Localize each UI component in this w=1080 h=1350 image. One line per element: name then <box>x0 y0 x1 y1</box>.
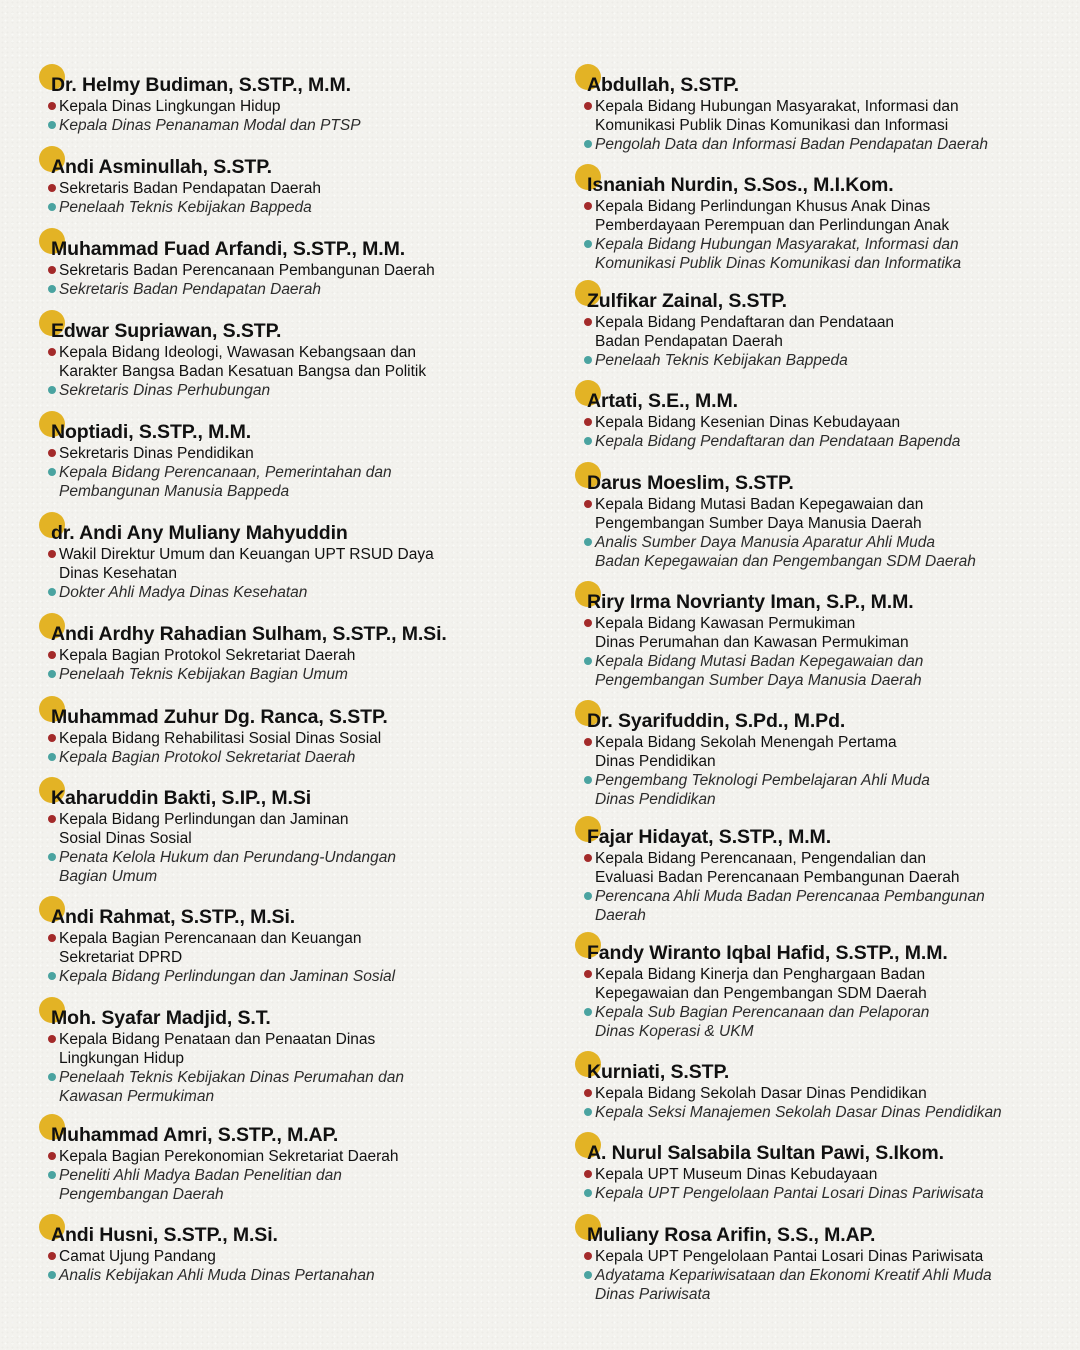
official-entry <box>51 73 361 135</box>
official-name: Moh. Syafar Madjid, S.T. <box>51 1007 271 1029</box>
current-position <box>51 1147 399 1166</box>
current-position <box>587 97 988 135</box>
current-position-line: Kepala Bidang Perlindungan dan Jaminan <box>59 811 349 828</box>
current-position <box>587 413 960 432</box>
previous-bullet-icon <box>584 356 592 364</box>
previous-bullet-icon <box>48 853 56 861</box>
current-position <box>587 197 961 235</box>
previous-position <box>587 351 894 370</box>
current-position <box>587 495 976 533</box>
previous-position <box>51 1266 375 1285</box>
current-position-line: Kepala Bidang Mutasi Badan Kepegawaian dan <box>595 496 924 513</box>
official-entry <box>587 1223 992 1304</box>
previous-position <box>51 583 434 602</box>
official-entry <box>51 319 426 400</box>
current-position <box>587 733 930 771</box>
previous-position <box>587 1003 948 1041</box>
current-position-line: Dinas Kesehatan <box>59 565 178 582</box>
official-entry <box>51 521 434 602</box>
official-entry <box>587 1060 1002 1122</box>
current-position-line: Kepala Dinas Lingkungan Hidup <box>59 98 281 115</box>
current-bullet-icon <box>584 418 592 426</box>
previous-bullet-icon <box>48 386 56 394</box>
current-bullet-icon <box>48 184 56 192</box>
official-name: Andi Husni, S.STP., M.Si. <box>51 1224 278 1246</box>
current-bullet-icon <box>48 550 56 558</box>
previous-position-line: Kepala Sub Bagian Perencanaan dan Pelaporan <box>595 1004 930 1021</box>
previous-bullet-icon <box>48 468 56 476</box>
official-entry <box>587 289 894 370</box>
current-position-line: Lingkungan Hidup <box>59 1050 184 1067</box>
current-position <box>51 1030 404 1068</box>
previous-position-line: Analis Sumber Daya Manusia Aparatur Ahli Muda <box>595 534 936 551</box>
official-name: Andi Rahmat, S.STP., M.Si. <box>51 906 296 928</box>
current-position <box>51 545 434 583</box>
official-entry <box>587 825 985 925</box>
current-bullet-icon <box>584 202 592 210</box>
current-position <box>51 1247 375 1266</box>
previous-position-line: Pengolah Data dan Informasi Badan Pendapatan Daerah <box>595 136 988 153</box>
current-position-line: Pemberdayaan Perempuan dan Perlindungan Anak <box>595 217 950 234</box>
current-bullet-icon <box>48 1152 56 1160</box>
current-position-line: Evaluasi Badan Perencanaan Pembangunan Daerah <box>595 869 960 886</box>
previous-position-line: Dinas Pendidikan <box>595 791 716 808</box>
previous-position-line: Dokter Ahli Madya Dinas Kesehatan <box>59 584 308 601</box>
previous-bullet-icon <box>584 892 592 900</box>
official-entry <box>51 155 321 217</box>
current-bullet-icon <box>48 734 56 742</box>
previous-position <box>587 432 960 451</box>
previous-position-line: Perencana Ahli Muda Badan Perencanaa Pembangunan <box>595 888 985 905</box>
previous-position <box>587 771 930 809</box>
official-name: Dr. Syarifuddin, S.Pd., M.Pd. <box>587 710 846 732</box>
current-bullet-icon <box>584 970 592 978</box>
current-position-line: Dinas Perumahan dan Kawasan Permukiman <box>595 634 909 651</box>
previous-position-line: Pembangunan Manusia Bappeda <box>59 483 290 500</box>
current-bullet-icon <box>48 815 56 823</box>
current-position-line: Wakil Direktur Umum dan Keuangan UPT RSUD Daya <box>59 546 434 563</box>
previous-bullet-icon <box>584 657 592 665</box>
current-position-line: Kepala Bidang Rehabilitasi Sosial Dinas Sosial <box>59 730 382 747</box>
current-position <box>587 1084 1002 1103</box>
current-position <box>587 849 985 887</box>
official-entry <box>587 709 930 809</box>
current-position <box>51 179 321 198</box>
previous-position-line: Pengembangan Sumber Daya Manusia Daerah <box>595 672 922 689</box>
current-position-line: Camat Ujung Pandang <box>59 1248 216 1265</box>
current-position-line: Kepala Bidang Kawasan Permukiman <box>595 615 856 632</box>
current-bullet-icon <box>48 348 56 356</box>
previous-position <box>51 848 396 886</box>
current-position-line: Sekretariat DPRD <box>59 949 183 966</box>
official-entry <box>51 1123 399 1204</box>
previous-position <box>51 748 388 767</box>
previous-bullet-icon <box>584 1108 592 1116</box>
previous-position-line: Kepala Bidang Perlindungan dan Jaminan Sosial <box>59 968 396 985</box>
current-position-line: Komunikasi Publik Dinas Komunikasi dan Informasi <box>595 117 949 134</box>
current-position-line: Kepala Bidang Sekolah Dasar Dinas Pendidikan <box>595 1085 927 1102</box>
current-position <box>587 965 948 1003</box>
previous-position-line: Sekretaris Badan Pendapatan Daerah <box>59 281 321 298</box>
current-bullet-icon <box>584 1170 592 1178</box>
current-position-line: Kepala Bidang Kesenian Dinas Kebudayaan <box>595 414 901 431</box>
current-bullet-icon <box>48 102 56 110</box>
previous-position-line: Daerah <box>595 907 646 924</box>
previous-bullet-icon <box>584 140 592 148</box>
current-position-line: Dinas Pendidikan <box>595 753 716 770</box>
previous-position-line: Pengembangan Daerah <box>59 1186 224 1203</box>
official-entry <box>587 471 976 571</box>
previous-position-line: Kepala Bidang Mutasi Badan Kepegawaian dan <box>595 653 924 670</box>
previous-position-line: Penelaah Teknis Kebijakan Dinas Perumahan dan <box>59 1069 404 1086</box>
official-name: A. Nurul Salsabila Sultan Pawi, S.Ikom. <box>587 1142 944 1164</box>
previous-position-line: Pengembang Teknologi Pembelajaran Ahli Muda <box>595 772 930 789</box>
previous-bullet-icon <box>584 776 592 784</box>
current-position-line: Sekretaris Badan Perencanaan Pembangunan Daerah <box>59 262 435 279</box>
current-bullet-icon <box>584 500 592 508</box>
official-entry <box>51 705 388 767</box>
current-position <box>51 929 395 967</box>
official-name: Muhammad Zuhur Dg. Ranca, S.STP. <box>51 706 388 728</box>
current-position <box>587 1247 992 1266</box>
official-name: Fajar Hidayat, S.STP., M.M. <box>587 826 832 848</box>
official-entry <box>51 786 396 886</box>
current-position <box>587 614 923 652</box>
previous-position-line: Kepala Bidang Pendaftaran dan Pendataan Bapenda <box>595 433 961 450</box>
previous-position-line: Dinas Koperasi & UKM <box>595 1023 754 1040</box>
previous-bullet-icon <box>584 1189 592 1197</box>
previous-bullet-icon <box>584 1008 592 1016</box>
official-name: dr. Andi Any Muliany Mahyuddin <box>51 522 348 544</box>
current-position-line: Kepala Bidang Sekolah Menengah Pertama <box>595 734 897 751</box>
previous-bullet-icon <box>584 240 592 248</box>
previous-position-line: Badan Kepegawaian dan Pengembangan SDM Daerah <box>595 553 976 570</box>
current-position-line: Kepala Bidang Penataan dan Penaatan Dinas <box>59 1031 376 1048</box>
official-name: Kurniati, S.STP. <box>587 1061 730 1083</box>
previous-bullet-icon <box>48 1171 56 1179</box>
official-name: Abdullah, S.STP. <box>587 74 739 96</box>
official-name: Darus Moeslim, S.STP. <box>587 472 794 494</box>
previous-bullet-icon <box>48 753 56 761</box>
previous-bullet-icon <box>584 538 592 546</box>
previous-bullet-icon <box>48 588 56 596</box>
previous-position <box>51 381 426 400</box>
current-bullet-icon <box>584 738 592 746</box>
official-entry <box>51 420 392 501</box>
current-position <box>587 313 894 351</box>
current-position-line: Kepala Bidang Perencanaan, Pengendalian dan <box>595 850 926 867</box>
current-bullet-icon <box>584 1252 592 1260</box>
previous-position <box>587 135 988 154</box>
current-position-line: Sosial Dinas Sosial <box>59 830 192 847</box>
previous-position-line: Sekretaris Dinas Perhubungan <box>59 382 271 399</box>
previous-bullet-icon <box>48 670 56 678</box>
official-name: Muhammad Fuad Arfandi, S.STP., M.M. <box>51 238 406 260</box>
official-name: Artati, S.E., M.M. <box>587 390 738 412</box>
current-position-line: Kepala Bidang Hubungan Masyarakat, Informasi dan <box>595 98 959 115</box>
previous-bullet-icon <box>48 1271 56 1279</box>
official-name: Riry Irma Novrianty Iman, S.P., M.M. <box>587 591 914 613</box>
official-name: Muhammad Amri, S.STP., M.AP. <box>51 1124 339 1146</box>
previous-position-line: Adyatama Kepariwisataan dan Ekonomi Kreatif Ahli Muda <box>595 1267 992 1284</box>
previous-position <box>587 1103 1002 1122</box>
current-bullet-icon <box>48 651 56 659</box>
previous-position-line: Penata Kelola Hukum dan Perundang-Undangan <box>59 849 396 866</box>
official-entry <box>51 622 447 684</box>
current-position-line: Kepala UPT Museum Dinas Kebudayaan <box>595 1166 878 1183</box>
current-bullet-icon <box>584 318 592 326</box>
official-name: Kaharuddin Bakti, S.IP., M.Si <box>51 787 312 809</box>
current-position <box>51 646 447 665</box>
previous-bullet-icon <box>48 203 56 211</box>
current-position <box>51 97 361 116</box>
official-name: Edwar Supriawan, S.STP. <box>51 320 282 342</box>
official-entry <box>587 1141 984 1203</box>
previous-position <box>51 116 361 135</box>
previous-position-line: Dinas Pariwisata <box>595 1286 711 1303</box>
previous-position-line: Penelaah Teknis Kebijakan Bappeda <box>595 352 848 369</box>
previous-position <box>587 887 985 925</box>
previous-position-line: Kepala Bidang Perencanaan, Pemerintahan dan <box>59 464 392 481</box>
current-position-line: Sekretaris Badan Pendapatan Daerah <box>59 180 321 197</box>
previous-position-line: Penelaah Teknis Kebijakan Bappeda <box>59 199 312 216</box>
official-name: Muliany Rosa Arifin, S.S., M.AP. <box>587 1224 876 1246</box>
previous-position <box>587 1184 984 1203</box>
previous-position-line: Analis Kebijakan Ahli Muda Dinas Pertanahan <box>59 1267 375 1284</box>
official-name: Zulfikar Zainal, S.STP. <box>587 290 787 312</box>
official-entry <box>587 389 960 451</box>
official-entry <box>587 590 923 690</box>
current-position-line: Sekretaris Dinas Pendidikan <box>59 445 254 462</box>
previous-position <box>51 463 392 501</box>
current-position-line: Kepala Bidang Ideologi, Wawasan Kebangsaan dan <box>59 344 417 361</box>
current-position-line: Kepala Bidang Pendaftaran dan Pendataan <box>595 314 895 331</box>
official-entry <box>587 73 988 154</box>
current-position <box>51 261 435 280</box>
current-position <box>51 810 396 848</box>
current-position-line: Kepala Bagian Perencanaan dan Keuangan <box>59 930 362 947</box>
current-position-line: Pengembangan Sumber Daya Manusia Daerah <box>595 515 922 532</box>
official-name: Isnaniah Nurdin, S.Sos., M.I.Kom. <box>587 174 894 196</box>
current-bullet-icon <box>584 102 592 110</box>
previous-position-line: Kawasan Permukiman <box>59 1088 215 1105</box>
current-position-line: Kepegawaian dan Pengembangan SDM Daerah <box>595 985 927 1002</box>
previous-bullet-icon <box>48 972 56 980</box>
official-name: Andi Asminullah, S.STP. <box>51 156 272 178</box>
current-bullet-icon <box>48 449 56 457</box>
official-entry <box>51 237 435 299</box>
previous-position <box>587 533 976 571</box>
previous-position-line: Bagian Umum <box>59 868 158 885</box>
official-entry <box>51 1223 375 1285</box>
previous-bullet-icon <box>48 1073 56 1081</box>
previous-position <box>51 967 395 986</box>
previous-position-line: Kepala Seksi Manajemen Sekolah Dasar Dinas Pendidikan <box>595 1104 1002 1121</box>
previous-position <box>51 280 435 299</box>
previous-bullet-icon <box>48 121 56 129</box>
official-entry <box>51 1006 404 1106</box>
official-name: Dr. Helmy Budiman, S.STP., M.M. <box>51 74 351 96</box>
current-bullet-icon <box>48 934 56 942</box>
official-name: Fandy Wiranto Iqbal Hafid, S.STP., M.M. <box>587 942 948 964</box>
previous-bullet-icon <box>584 437 592 445</box>
current-bullet-icon <box>48 1252 56 1260</box>
previous-position <box>51 1166 399 1204</box>
current-bullet-icon <box>584 1089 592 1097</box>
previous-position-line: Kepala Bidang Hubungan Masyarakat, Informasi dan <box>595 236 959 253</box>
previous-bullet-icon <box>48 285 56 293</box>
current-position-line: Kepala Bagian Perekonomian Sekretariat Daerah <box>59 1148 399 1165</box>
official-entry <box>51 905 395 986</box>
previous-position-line: Komunikasi Publik Dinas Komunikasi dan Informatika <box>595 255 962 272</box>
previous-position-line: Kepala Dinas Penanaman Modal dan PTSP <box>59 117 361 134</box>
official-entry <box>587 941 948 1041</box>
previous-position-line: Penelaah Teknis Kebijakan Bagian Umum <box>59 666 348 683</box>
official-entry <box>587 173 961 273</box>
current-position <box>51 729 388 748</box>
current-bullet-icon <box>584 619 592 627</box>
previous-position <box>587 1266 992 1304</box>
previous-bullet-icon <box>584 1271 592 1279</box>
current-position-line: Kepala Bidang Kinerja dan Penghargaan Badan <box>595 966 926 983</box>
previous-position <box>51 665 447 684</box>
current-position-line: Karakter Bangsa Badan Kesatuan Bangsa dan Politik <box>59 363 427 380</box>
current-position <box>51 343 426 381</box>
previous-position <box>51 198 321 217</box>
current-position-line: Kepala Bidang Perlindungan Khusus Anak Dinas <box>595 198 931 215</box>
current-bullet-icon <box>584 854 592 862</box>
current-position-line: Kepala UPT Pengelolaan Pantai Losari Dinas Pariwisata <box>595 1248 984 1265</box>
current-position-line: Kepala Bagian Protokol Sekretariat Daerah <box>59 647 356 664</box>
previous-position <box>587 235 961 273</box>
previous-position-line: Peneliti Ahli Madya Badan Penelitian dan <box>59 1167 342 1184</box>
current-bullet-icon <box>48 266 56 274</box>
official-name: Andi Ardhy Rahadian Sulham, S.STP., M.Si. <box>51 623 447 645</box>
previous-position <box>51 1068 404 1106</box>
official-name: Noptiadi, S.STP., M.M. <box>51 421 252 443</box>
previous-position-line: Kepala Bagian Protokol Sekretariat Daerah <box>59 749 356 766</box>
previous-position <box>587 652 923 690</box>
current-position <box>587 1165 984 1184</box>
previous-position-line: Kepala UPT Pengelolaan Pantai Losari Dinas Pariwisata <box>595 1185 984 1202</box>
current-position-line: Badan Pendapatan Daerah <box>595 333 783 350</box>
current-bullet-icon <box>48 1035 56 1043</box>
current-position <box>51 444 392 463</box>
